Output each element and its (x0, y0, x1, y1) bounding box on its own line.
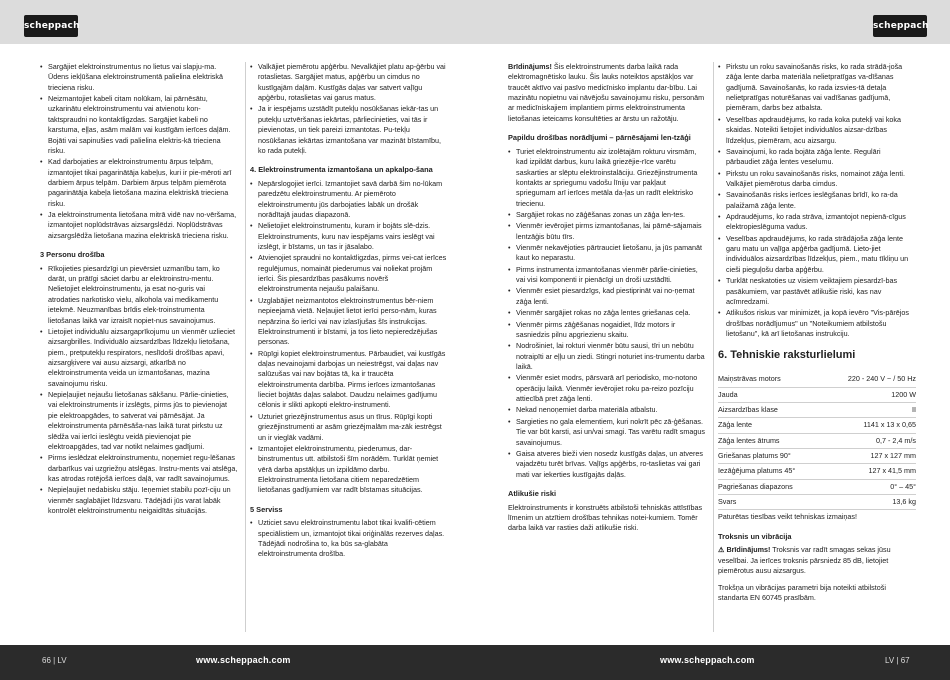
spec-value: 1141 x 13 x 0,65 (823, 418, 916, 433)
list-item: • Apdraudējums, ko rada strāva, izmantojot nepienā-cīgus elektropieslēguma vadus. (718, 212, 916, 233)
list-item: • Uzticiet savu elektroinstrumentu labot tikai kvalifi-cētiem speciālistiem un, izmantojot tikai oriģinālās rezerves daļas. Tādējādi nodrošina to, ka būs sa-glabāta elektroinstrumenta drošība. (250, 518, 448, 559)
spec-value: 0,7 - 2,4 m/s (823, 433, 916, 448)
list-item: • Nepieļaujiet nedabisku stāju. Ieņemiet stabilu pozī-ciju un vienmēr saglabājiet līdzsvaru. Tādējādi jūs varat labāk kontrolēt elektroinstrumentu neigaidītās situācijās. (40, 485, 238, 516)
list-item: • Sargājiet rokas no zāģēšanas zonas un zāģa len-tes. (508, 210, 706, 220)
list-item: • Sargājiet elektroinstrumentus no lietus vai slapju-ma. Ūdens iekļūšana elektroinstrumentā palielina elektriskā trieciena risku. (40, 62, 238, 93)
table-row (718, 433, 916, 448)
list-item: • Vienmēr sargājiet rokas no zāģa lentes griešanas ceļa. (508, 308, 706, 318)
table-row (718, 402, 916, 417)
header-bar (0, 0, 950, 44)
spec-value: 13,6 kg (823, 495, 916, 510)
list-item: • Vienmēr ievērojiet pirms izmantošanas, lai pārnē-sājamais lentzāģis būtu tīrs. (508, 221, 706, 242)
table-row (718, 479, 916, 494)
column-2 (250, 62, 448, 637)
list-item: • Vienmēr nekavējoties pārtrauciet lietošanu, ja jūs pamanāt kaut ko neparastu. (508, 243, 706, 264)
spec-label: Zāģa lentes ātrums (718, 433, 823, 448)
table-row (718, 448, 916, 463)
list-item: • Uzturiet griezējinstrumentus asus un tīrus. Rūpīgi kopti griezējinstrumenti ar asām griezējmalām ma-zāk iestrēgst un ir vieglāk vadāmi. (250, 412, 448, 443)
spec-value: 127 x 41,5 mm (823, 464, 916, 479)
list-item: • Pirms ieslēdzat elektroinstrumentu, noņemiet regu-lēšanas darbarīkus vai uzgriežņu atslēgas. Instru-ments vai atslēga, kas atrodas rotējošā ierīces daļā, var radīt savainojumus. (40, 453, 238, 484)
spec-label: Jauda (718, 387, 823, 402)
spec-label: Iezāģējuma platums 45° (718, 464, 823, 479)
spec-value: II (823, 402, 916, 417)
list-item: • Neizmantojiet kabeli citam nolūkam, lai pārnēsātu, uzkarinātu elektroinstrumentu vai atvienotu kon-taktspraudni no kontaktligzdas. Sargājiet kabeli no karstuma, eļļas, asām malām vai kustīgām ierīces daļām. Bojāti vai sapinušies vadi palielina elektris-kā trieciena risku. (40, 94, 238, 156)
section-heading: Papildu drošības norādījumi – pārnēsājami len-tzāģi (508, 133, 691, 143)
list-item: • Izmantojiet elektroinstrumentu, piederumus, dar-binstrumentus utt. atbilstoši šīm norādēm. Turklāt ņemiet vērā darba apstākļus un izpildāmo darbu. Elektroinstrumenta lietošana citiem neparedzētiem lietošanas gadījumiem var radīt bīstamas situācijas. (250, 444, 448, 496)
page-number-left: 66 | LV (42, 656, 67, 665)
technical-changes-note: Paturētas tiesības veikt tehniskas izmaiņas! (718, 512, 858, 522)
list-item: • Atlikušos riskus var minimizēt, ja kopā ievēro "Vis-pārējos drošības norādījumus" un "Noteikumiem atbilstošu lietošanu", kā arī lietošanas instrukciju. (718, 308, 916, 339)
column-3 (508, 62, 706, 637)
spec-label: Svars (718, 495, 823, 510)
table-row (718, 495, 916, 510)
warning-text: Šis elektroinstruments darba laikā rada elektromagnētisko lauku. Šis lauks noteiktos apstākļos var traucēt aktīvo vai pasīvo medicīnisko implantu dar-bību. Lai mazinātu nopietnu vai nāvējošu savainojumu risku, personām ar medicīniskajiem implantiem pirms elektroinstrumenta lietošanas ieteicams konsultēties ar ārstu un ražotāju. (508, 62, 705, 123)
table-row (718, 418, 916, 433)
table-row (718, 372, 916, 387)
spec-table (718, 372, 916, 510)
list-item: • Savainojumi, ko rada bojāta zāģa lente. Regulāri pārbaudiet zāģa lentes veselumu. (718, 147, 916, 168)
section-heading: 3 Personu drošība (40, 250, 105, 260)
list-item: • Turklāt neskatoties uz visiem veiktajiem piesardzī-bas pasākumiem, var pastāvēt atlikušie riski, kas nav acīmredzami. (718, 276, 916, 307)
column-4 (718, 62, 916, 637)
list-item: • Pirkstu un roku savainošanās risks, nomainot zāģa lenti. Valkājiet piemērotus darba cimdus. (718, 169, 916, 190)
column-divider (245, 62, 246, 632)
column-1 (40, 62, 238, 637)
footer-bar (0, 645, 950, 680)
warning-text: Troksnis var radīt smagas sekas jūsu veselībai. Ja ierīces troksnis pārsniedz 85 dB, lietojiet piemērotus ausu aizsargus. (718, 545, 891, 576)
bullet-list (718, 62, 916, 339)
column-divider (713, 62, 714, 632)
list-item: • Turiet elektroinstrumentu aiz izolētajām rokturu virsmām, kad izpildāt darbus, kuru laikā griezējie-rīce varētu saskarties ar slēptu elektroinstalāciju. Griezējinstrumenta kontakts ar spriegumu vadošu līniju var pakļaut spriegumam arī ierīces metāla da-ļas un radīt elektrisko triecienu. (508, 147, 706, 209)
website-link-left[interactable]: www.scheppach.com (196, 655, 291, 665)
list-item: • Rūpīgi kopiet elektroinstrumentus. Pārbaudiet, vai kustīgās daļas nevainojami darbojas un neiestrēgst, vai daļas nav salūzušas vai nav bojātas tā, ka ir traucēta elektroinstrumenta darbība. Pirms ierīces izmantošanas lieciet bojātās daļas salabot. Daudzu nelaimes gadījumu cēlonis ir slikti apkopti elektro-instrumenti. (250, 349, 448, 411)
list-item: • Nelietojiet elektroinstrumentu, kuram ir bojāts slē-dzis. Elektroinstruments, kuru nav iespējams vairs ieslēgt vai izslēgt, ir bīstams, un tas ir jāsalabo. (250, 221, 448, 252)
noise-standard-text: Trokšņa un vibrācijas parametri bija noteikti atbilstoši standarta EN 60745 prasībām. (718, 582, 886, 602)
list-item: • Veselības apdraudējums, ko rada strādājoša zāģa lente garu matu un vaļīga apģērba gadījumā. Lieto-jiet individuālos aizsardzības līdzekļus, piem., matu tīkliņu un cieši pieguļošu darba apģērbu. (718, 234, 916, 275)
spec-label: Zāģa lente (718, 418, 823, 433)
spec-label: Pagriešanas diapazons (718, 479, 823, 494)
list-item: • Gaisa atveres bieži vien nosedz kustīgās daļas, un atveres vajadzētu turēt brīvas. Vaļīgs apģērbs, ro-taslietas vai gari mati var iekerties kustīgajās daļās. (508, 449, 706, 480)
list-item: • Ja elektroinstrumenta lietošana mitrā vidē nav no-vēršama, izmantojiet noplūdstrāvas aizsargslēdzi. Noplūdstrāvas aizsargslēdža lietošana mazina elektriskā trieciena risku. (40, 210, 238, 241)
list-item: • Nepieļaujiet nejaušu lietošanas sākšanu. Pārlie-cinieties, vai elektroinstruments ir izslēgts, pirms jūs to pievienojat pie elektroapgādes, to satverat vai pārnēsājat. Ja elektroinstrumenta pārnēsāša-nas laikā turat pirkstu uz slēdža vai ierīci ieslēgtu veidā pievienojat pie elektroapgādes, tad var notikt nelaimes gadījumi. (40, 390, 238, 452)
warning-label: Brīdinājums! (508, 62, 552, 71)
list-item: • Rīkojieties piesardzīgi un pievērsiet uzmanību tam, ko darāt, un prātīgi sāciet darbu ar elektroinstru-mentu. Nelietojiet elektroinstrumentu, ja esat no-guris vai atrodaties narkotisko vielu, alkohola vai medikamentu ietekmē. Neuzmanības brīdis elek-troinstrumenta lietošanas laikā var izraisīt nopiet-nus savainojumus. (40, 264, 238, 326)
bullet-list (40, 62, 238, 241)
list-item: • Kad darbojaties ar elektroinstrumentu ārpus telpām, izmantojiet tikai pagarinātāja kabeļus, kuri ir pie-mēroti arī darbiem ārpus telpām. Darbiem ārpus telpām piemērota pagarinātāja kabeļa lietošana mazina elektriskā trieciena risku. (40, 157, 238, 209)
noise-warning (718, 545, 916, 576)
spec-value: 220 - 240 V ~ / 50 Hz (823, 372, 916, 387)
list-item: • Nepārslogojiet ierīci. Izmantojiet savā darbā šim no-lūkam paredzētu elektroinstrumentu. Ar piemēroto elektroinstrumentu jūs darbojaties labāk un drošāk norādītajā jaudas diapazonā. (250, 179, 448, 220)
section-heading: Atlikušie riski (508, 488, 557, 498)
list-item: • Nodrošiniet, lai rokturi vienmēr būtu sausi, tīri un nebūtu notraipīti ar eļļu un ziedi. Stingri noturiet ins-trumentu darba laikā. (508, 341, 706, 372)
list-item: • Ja ir iespējams uzstādīt putekļu nosūkšanas iekār-tas un putekļu uztvēršanas iekārtas, pārliecinieties, vai tās ir pievienotas, un tiek pareizi izmantotas. Pu-tekļu nosūkšanas iekārtas izmantošana var mazināt bīstamību, ko rada putekļi. (250, 104, 448, 156)
spec-value: 1200 W (823, 387, 916, 402)
spec-value: 127 x 127 mm (823, 448, 916, 463)
page-number-right: LV | 67 (885, 656, 910, 665)
bullet-list (250, 179, 448, 496)
list-item: • Lietojiet individuālu aizsargaprīkojumu un vienmēr uzlieciet aizsargbrilles. Individuālo aizsardzības līdzekļu lietošana, piem., pretputekļu respirators, neslīdoši drošības apavi, aizsargķivere vai ausu aizsargi, atkarībā no elektroinstrumenta veida un izmantošanas, mazina savainojumu risku. (40, 327, 238, 389)
section-heading: Troksnis un vibrācija (718, 531, 792, 541)
spec-value: 0° – 45° (823, 479, 916, 494)
website-link-right[interactable]: www.scheppach.com (660, 655, 755, 665)
bullet-list (40, 264, 238, 517)
list-item: • Uzglabājiet neizmantotos elektroinstrumentus bēr-niem nepieejamā vietā. Neļaujiet lietot ierīci perso-nām, kuras nepārzina šo ierīci vai nav izlasījušas šīs instrukcijas. Elektroinstrumenti ir bīstami, ja tos lieto nepieredzējušas personas. (250, 296, 448, 348)
table-row (718, 387, 916, 402)
bullet-list (508, 147, 706, 480)
section-heading: 5 Serviss (250, 504, 283, 514)
list-item: • Pirkstu un roku savainošanās risks, ko rada strādā-joša zāģa lente darba materiāla nelietpratīgas va-dīšanas gadījumā. Savainošanās, ko rada izsvies-tā detaļa nelietpratīgas noturēšanas vai vadīšanas gadījumā, piemēram, darbs bez atbalsta. (718, 62, 916, 114)
bullet-list (250, 518, 448, 559)
residual-risks-text: Elektroinstruments ir konstruēts atbilstoši tehniskās attīstības līmenim un atzītiem drošības tehnikas notei-kumiem. Tomēr darba laikā var rasties daži atlikušie riski. (508, 502, 703, 533)
list-item: • Valkājiet piemērotu apģērbu. Nevalkājiet platu ap-ģērbu vai rotaslietas. Sargājiet matus, apģērbu un cimdus no kustīgajām daļām. Kustīgās daļas var satvert vaļīgu apģērbu, rotaslietas vai garus matus. (250, 62, 448, 103)
warning-label: ⚠ Brīdinājums! (718, 545, 771, 555)
list-item: • Pirms instrumenta izmantošanas vienmēr pārlie-cinieties, vai visi komponenti ir pienācīgi un droši uzstādīti. (508, 265, 706, 286)
list-item: • Atvienojiet spraudni no kontaktligzdas, pirms vei-cat ierīces regulējumus, nomaināt piederumus vai noliekat projām ierīci. Šis piesardzības pasākums novērš elektroinstrumenta nejaušu palaišanu. (250, 253, 448, 294)
scheppach-logo-left: scheppach (24, 15, 78, 37)
list-item: • Veselības apdraudējums, ko rada koka putekļi vai koka skaidas. Noteikti lietojiet individuālos aizsar-dzības līdzekļus, piemēram, acu aizsargu. (718, 115, 916, 146)
bullet-list (250, 62, 448, 156)
list-item: • Vienmēr esiet piesardzīgs, kad piestiprināt vai no-ņemat zāģa lenti. (508, 286, 706, 307)
list-item: • Vienmēr pirms zāģēšanas nogaidiet, līdz motors ir sasniedzis pilnu apgriezienu skaitu. (508, 320, 706, 341)
spec-label: Aizsardzības klase (718, 402, 823, 417)
list-item: • Vienmēr esiet modrs, pārsvarā arī periodisko, mo-notono operāciju laikā. Vienmēr ievērojiet roku pa-reizo pozīciju attiecībā pret zāģa lenti. (508, 373, 706, 404)
scheppach-logo-right: scheppach (873, 15, 927, 37)
spec-label: Maiņstrāvas motors (718, 372, 823, 387)
list-item: • Sargieties no gala elementiem, kuri nokrīt pēc zā-ģēšanas. Tie var būt karsti, asi un/vai smagi. Tas varētu radīt smagus savainojumus. (508, 417, 706, 448)
list-item: • Savainošanās risks ierīces ieslēgšanas brīdī, ko ra-da palaižamā zāģa lente. (718, 190, 916, 211)
section-heading: 4. Elektroinstrumenta izmantošana un apkalpo-šana (250, 165, 433, 175)
spec-label: Griešanas platums 90° (718, 448, 823, 463)
table-row (718, 464, 916, 479)
list-item: • Nekad nenoņemiet darba materiāla atbalstu. (508, 405, 706, 415)
warning-paragraph (508, 62, 706, 124)
technical-data-title: 6. Tehniskie raksturlielumi (718, 349, 856, 362)
